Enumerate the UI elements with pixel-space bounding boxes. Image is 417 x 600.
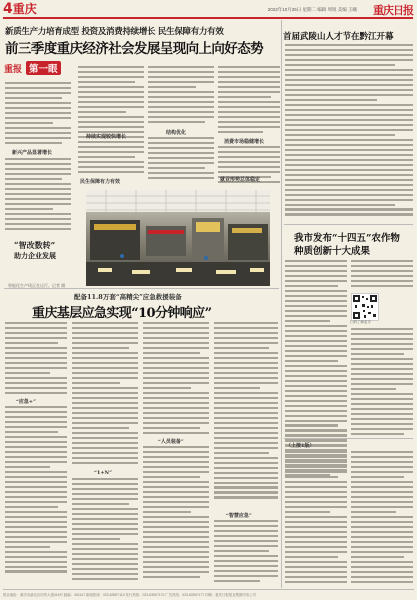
lead-subhead-6: 就业形势总体稳定 [220,177,261,183]
lead-headline: 前三季度重庆经济社会发展呈现向上向好态势 [5,41,263,57]
section-name: 重庆 [12,2,37,16]
right-article-3a [285,451,347,586]
sidebar-caption: 智能化生产线正在运行。记者 摄 [8,283,66,288]
column-badge-small: 重报 [4,65,23,75]
divider [4,288,279,289]
lead-subhead-4: 消费市场稳健增长 [224,139,265,145]
lead-column-2 [78,66,144,176]
dateline: 2022年10月25日 星期二 编辑 周锐 美编 王曦 [267,7,357,12]
column-rule [281,20,282,588]
second-column-4b [214,520,278,585]
second-subhead-2: “1+N” [94,470,112,476]
right-divider-2 [284,438,413,439]
second-subhead-4: “智慧应急” [226,513,252,519]
column-badge-main: 第一眼 [26,61,61,75]
factory-photo-image [86,190,270,286]
second-column-4 [214,322,278,501]
right-title-1: 首届武陵山人才节在黔江开幕 [283,32,394,42]
lead-subhead-2: 持续实现较快增长 [86,134,127,140]
lead-column-1b [5,158,71,233]
qr-code [351,293,379,321]
lead-column-3b [148,137,214,182]
second-column-1 [5,322,67,397]
lead-subhead-5: 民生保障有力有效 [80,179,121,185]
second-column-2b [72,478,138,583]
right-title-2-line-1: 我市发布“十四五”农作物 [294,233,400,244]
right-title-2-line-2: 种质创新十大成果 [294,246,371,257]
page-number-value: 4 [3,1,13,17]
masthead [3,2,413,19]
lead-column-3 [148,66,214,126]
second-subhead-1: “应急+” [16,399,36,405]
sidebar-box [4,240,74,280]
right-article-1 [285,44,413,218]
right-subhead-1: （上接1版） [286,443,315,449]
right-divider-1 [284,224,413,225]
lead-kicker: 新质生产力培育成型 投资及消费持续增长 民生保障有力有效 [5,27,224,37]
page-number [3,2,37,16]
right-article-2b [351,260,413,290]
factory-photo [86,190,270,286]
lead-column-1 [5,82,71,147]
footer: 报社地址：重庆市渝北区同茂大道416号 邮编：401147 新闻热线：023-63907110 发行热线：023-63907170 广告热线：023-63907177 印刷：重庆日报报业集团印务公司 [3,593,256,597]
second-column-2 [72,322,138,467]
lead-column-4 [218,66,280,136]
second-column-3 [143,322,209,437]
right-article-3b [351,451,413,586]
lead-subhead-3: 结构优化 [166,130,187,136]
second-subhead-3: “人员装备” [158,439,184,445]
lead-subhead-1: 新兴产品显著增长 [12,150,53,156]
sidebar-box-line-1: “智改数转” [14,240,56,250]
right-article-2c [351,328,413,438]
newspaper-logo: 重庆日报 [373,4,413,17]
column-badge [4,62,66,76]
footer-rule [3,589,414,590]
second-column-1b [5,406,67,575]
qr-label: 扫码了解更多 [350,320,371,324]
second-headline: 重庆基层应急实现“10分钟响应” [32,306,212,321]
qr-code-image [352,294,378,320]
sidebar-box-line-2: 助力企业发展 [14,251,56,260]
second-column-3b [143,446,209,581]
second-kicker: 配备11.8万套“高精尖”应急救援装备 [74,293,182,301]
